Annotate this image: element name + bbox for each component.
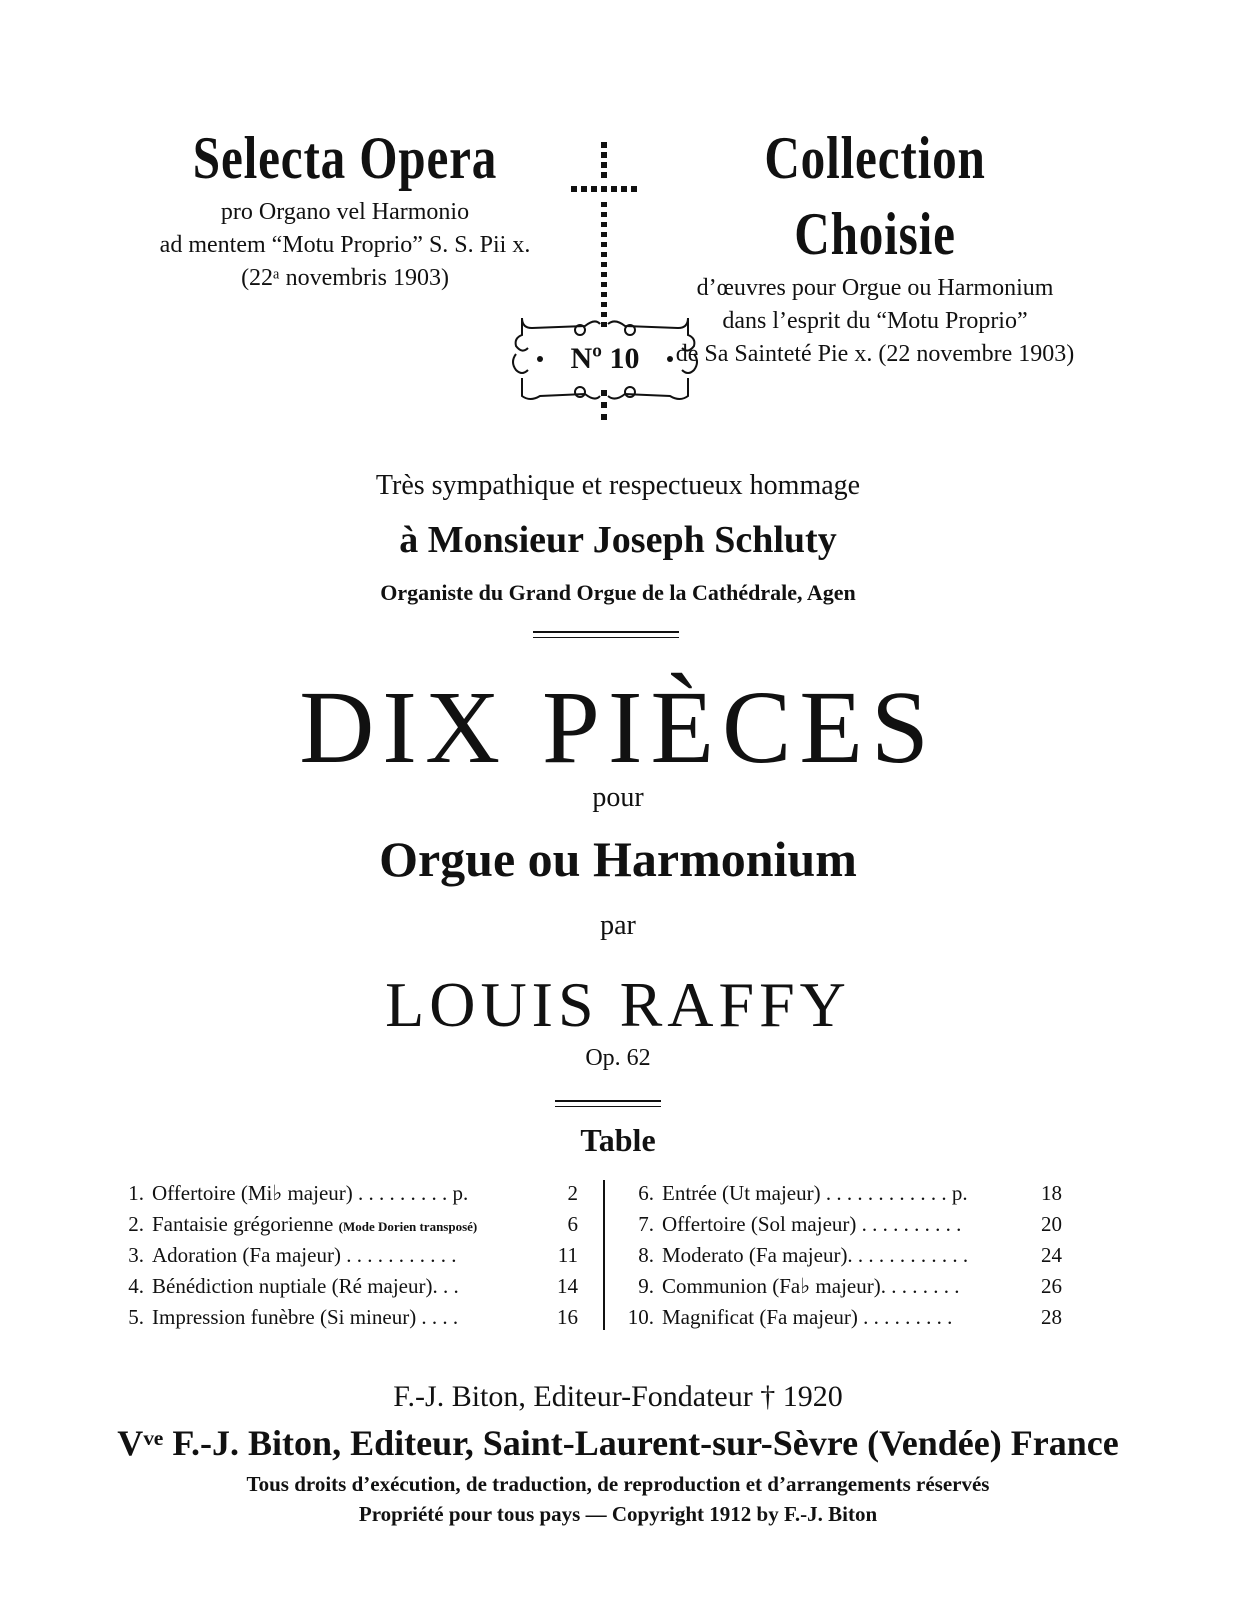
toc-entry-number: 7. bbox=[638, 1212, 654, 1236]
toc-entry bbox=[618, 1209, 1068, 1239]
toc-entry-title: Moderato (Fa majeur). . . . . . . . . . . . bbox=[662, 1243, 969, 1267]
toc-entry-page: 18 bbox=[1041, 1181, 1062, 1205]
toc-column-divider bbox=[603, 1180, 605, 1330]
divider-rule-top bbox=[533, 631, 679, 633]
toc-right bbox=[618, 1178, 1068, 1338]
toc-entry-title: Adoration (Fa majeur) . . . . . . . . . . . bbox=[152, 1243, 457, 1267]
toc-entry-page: 28 bbox=[1041, 1305, 1062, 1329]
work-title: DIX PIÈCES bbox=[299, 670, 937, 785]
divider-rule-top-thin bbox=[533, 637, 679, 638]
toc-entry bbox=[618, 1302, 1068, 1332]
toc-entry bbox=[108, 1271, 588, 1301]
copyright-notice: Propriété pour tous pays — Copyright 1912 by F.-J. Biton bbox=[358, 1502, 878, 1526]
right-header-line3: de Sa Sainteté Pie x. (22 novembre 1903) bbox=[675, 341, 1075, 367]
toc-entry-title-wrap bbox=[152, 1209, 477, 1242]
toc-entry-page: 26 bbox=[1041, 1274, 1062, 1298]
divider-rule-mid bbox=[555, 1100, 661, 1102]
work-instrument: Orgue ou Harmonium bbox=[379, 831, 857, 887]
opus-number: Op. 62 bbox=[585, 1045, 651, 1071]
cross-ornament-icon bbox=[500, 140, 710, 435]
toc-entry-page: 2 bbox=[567, 1181, 578, 1205]
right-header bbox=[640, 120, 1110, 371]
toc-entry-title: Fantaisie grégorienne bbox=[152, 1212, 334, 1236]
toc-entry-title: Impression funèbre (Si mineur) . . . . bbox=[152, 1305, 459, 1329]
composer-name: LOUIS RAFFY bbox=[385, 969, 851, 1040]
toc-entry-page: 20 bbox=[1041, 1212, 1062, 1236]
toc-entry bbox=[618, 1178, 1068, 1208]
work-pour: pour bbox=[592, 782, 644, 813]
work-par: par bbox=[600, 910, 636, 941]
toc-entry bbox=[108, 1302, 588, 1332]
left-header-line3: (22ᵃ novembris 1903) bbox=[241, 265, 449, 291]
left-header-line1: pro Organo vel Harmonio bbox=[220, 199, 470, 225]
toc-entry-title: Offertoire (Mi♭ majeur) . . . . . . . . . p. bbox=[152, 1181, 469, 1205]
emblem-number: Nº 10 bbox=[570, 342, 640, 375]
toc-entry-page: 14 bbox=[557, 1274, 578, 1298]
toc-entry-page: 6 bbox=[567, 1212, 578, 1236]
toc-entry-title: Offertoire (Sol majeur) . . . . . . . . . . bbox=[662, 1212, 962, 1236]
dedication-line2: à Monsieur Joseph Schluty bbox=[399, 519, 837, 561]
toc-entry-note: (Mode Dorien transposé) bbox=[338, 1219, 478, 1234]
toc-entry bbox=[108, 1209, 588, 1239]
toc-left bbox=[108, 1178, 588, 1338]
publisher-address: Vᵛᵉ F.-J. Biton, Editeur, Saint-Laurent-sur-Sèvre (Vendée) France bbox=[117, 1423, 1119, 1463]
toc-entry-number: 10. bbox=[627, 1305, 654, 1329]
toc-entry-number: 5. bbox=[128, 1305, 144, 1329]
dedication-line1: Très sympathique et respectueux hommage bbox=[375, 470, 861, 501]
toc-entry-number: 2. bbox=[128, 1212, 144, 1236]
right-header-line1: d’œuvres pour Orgue ou Harmonium bbox=[696, 275, 1054, 301]
toc-entry-number: 4. bbox=[128, 1274, 144, 1298]
toc-entry bbox=[618, 1271, 1068, 1301]
toc-entry-number: 8. bbox=[638, 1243, 654, 1267]
toc-entry bbox=[108, 1178, 588, 1208]
toc-entry-number: 3. bbox=[128, 1243, 144, 1267]
toc-entry-title: Communion (Fa♭ majeur). . . . . . . . bbox=[662, 1274, 960, 1298]
toc-entry-page: 24 bbox=[1041, 1243, 1062, 1267]
left-header-title: Selecta Opera bbox=[192, 125, 498, 191]
toc-entry-title: Bénédiction nuptiale (Ré majeur). . . bbox=[152, 1274, 459, 1298]
divider-rule-mid-thin bbox=[555, 1106, 661, 1107]
left-header-line2: ad mentem “Motu Proprio” S. S. Pii x. bbox=[159, 232, 531, 258]
toc-entry-page: 11 bbox=[557, 1243, 578, 1267]
right-header-title: Collection Choisie bbox=[764, 125, 986, 267]
toc-entry-number: 9. bbox=[638, 1274, 654, 1298]
toc-entry-title: Entrée (Ut majeur) . . . . . . . . . . . . p. bbox=[662, 1181, 968, 1205]
toc-entry-page: 16 bbox=[557, 1305, 578, 1329]
table-heading: Table bbox=[580, 1122, 656, 1158]
toc-entry-number: 6. bbox=[638, 1181, 654, 1205]
toc-entry bbox=[618, 1240, 1068, 1270]
rights-notice: Tous droits d’exécution, de traduction, de reproduction et d’arrangements réservés bbox=[246, 1472, 990, 1496]
right-header-line2: dans l’esprit du “Motu Proprio” bbox=[722, 308, 1028, 334]
toc-entry-number: 1. bbox=[128, 1181, 144, 1205]
toc-entry-title: Magnificat (Fa majeur) . . . . . . . . . bbox=[662, 1305, 953, 1329]
toc-entry bbox=[108, 1240, 588, 1270]
dedication-line3: Organiste du Grand Orgue de la Cathédrale, Agen bbox=[380, 580, 856, 605]
publisher-founder: F.-J. Biton, Editeur-Fondateur † 1920 bbox=[393, 1380, 843, 1413]
